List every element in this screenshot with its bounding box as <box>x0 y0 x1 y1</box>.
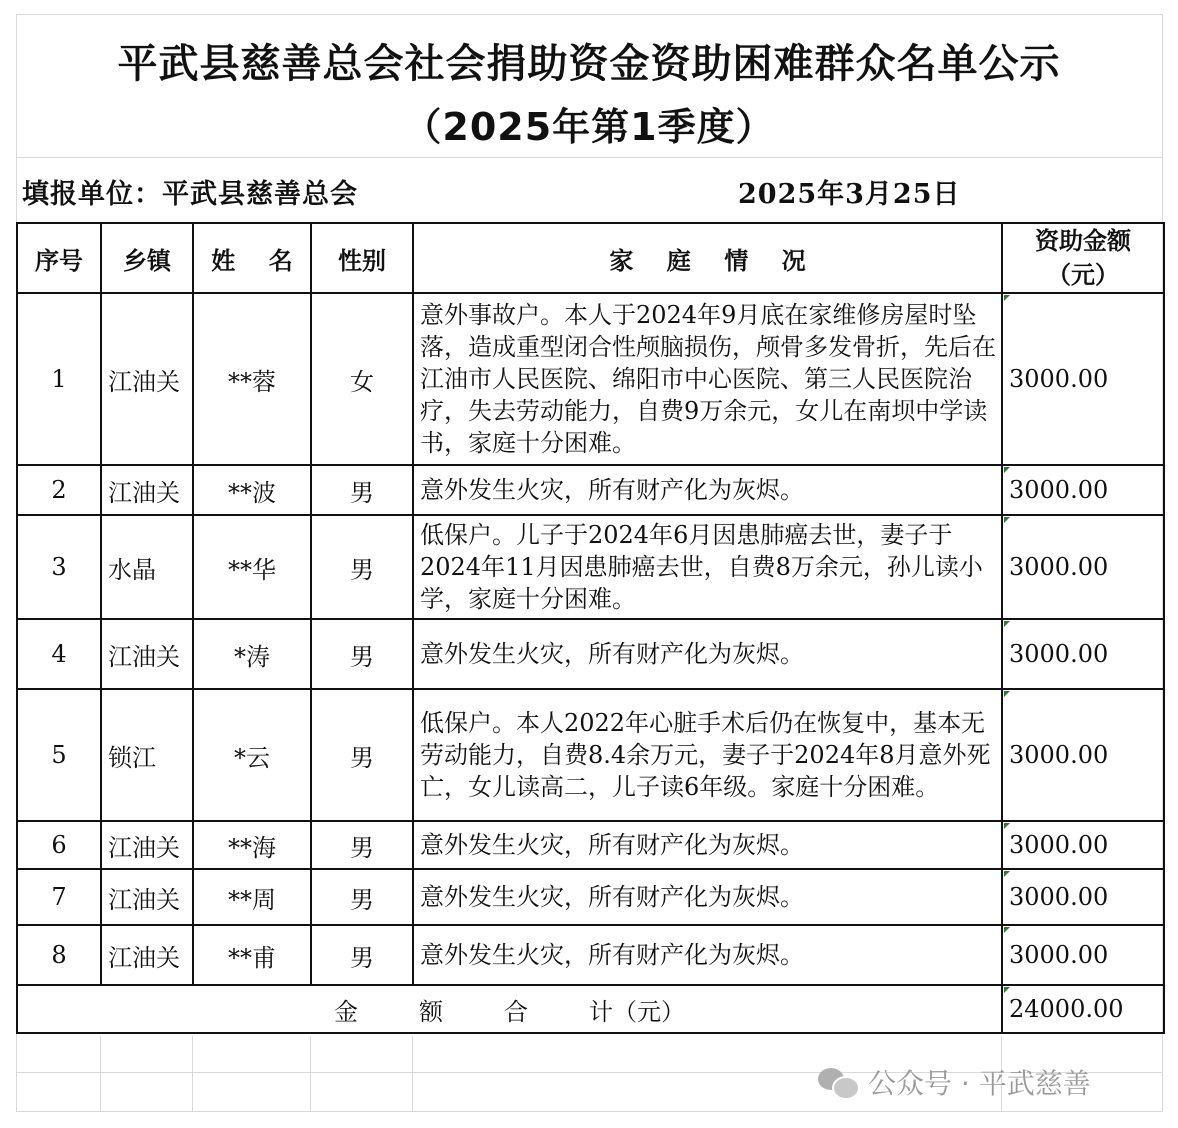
row-situation: 意外发生火灾，所有财产化为灰烬。 <box>413 619 1002 689</box>
row-situation: 意外发生火灾，所有财产化为灰烬。 <box>413 925 1002 985</box>
row-amount: 3000.00 <box>1002 293 1164 465</box>
row-amount: 3000.00 <box>1002 619 1164 689</box>
row-no: 6 <box>17 821 101 869</box>
row-town: 水晶 <box>101 515 193 619</box>
row-name: **华 <box>193 515 311 619</box>
wechat-icon <box>818 1066 858 1098</box>
row-town: 锁江 <box>101 689 193 821</box>
row-no: 7 <box>17 869 101 925</box>
header-gender: 性别 <box>311 223 413 293</box>
row-town: 江油关 <box>101 869 193 925</box>
row-situation: 意外发生火灾，所有财产化为灰烬。 <box>413 869 1002 925</box>
table-row <box>17 465 1164 515</box>
row-amount: 3000.00 <box>1002 821 1164 869</box>
report-date: 2025年3月25日 <box>738 179 961 210</box>
total-row <box>17 985 1164 1033</box>
row-name: **波 <box>193 465 311 515</box>
grid-line <box>16 14 1162 15</box>
row-no: 5 <box>17 689 101 821</box>
header-situation: 家 庭 情 况 <box>413 223 1002 293</box>
row-no: 3 <box>17 515 101 619</box>
row-situation: 意外发生火灾，所有财产化为灰烬。 <box>413 465 1002 515</box>
row-town: 江油关 <box>101 821 193 869</box>
table-row <box>17 925 1164 985</box>
table-row <box>17 869 1164 925</box>
header-no: 序号 <box>17 223 101 293</box>
row-name: *云 <box>193 689 311 821</box>
row-gender: 男 <box>311 689 413 821</box>
fill-unit-label: 填报单位：平武县慈善总会 <box>22 179 358 210</box>
row-situation: 意外发生火灾，所有财产化为灰烬。 <box>413 821 1002 869</box>
total-amount: 24000.00 <box>1002 985 1164 1033</box>
row-no: 2 <box>17 465 101 515</box>
row-gender: 男 <box>311 515 413 619</box>
row-town: 江油关 <box>101 465 193 515</box>
row-amount: 3000.00 <box>1002 515 1164 619</box>
recipient-table <box>16 222 1165 1034</box>
row-amount: 3000.00 <box>1002 925 1164 985</box>
grid-line <box>16 157 1162 158</box>
row-gender: 男 <box>311 925 413 985</box>
row-name: **周 <box>193 869 311 925</box>
row-no: 8 <box>17 925 101 985</box>
row-situation: 低保户。儿子于2024年6月因患肺癌去世，妻子于2024年11月因患肺癌去世，自费8万余元，孙儿读小学，家庭十分困难。 <box>413 515 1002 619</box>
row-town: 江油关 <box>101 619 193 689</box>
row-town: 江油关 <box>101 293 193 465</box>
row-gender: 男 <box>311 619 413 689</box>
document-title: 平武县慈善总会社会捐助资金资助困难群众名单公示 <box>117 41 1061 87</box>
table-row <box>17 689 1164 821</box>
header-amount <box>1002 223 1164 293</box>
row-name: **海 <box>193 821 311 869</box>
row-gender: 男 <box>311 821 413 869</box>
watermark-text: 公众号 · 平武慈善 <box>868 1067 1091 1100</box>
table-header-row <box>17 223 1164 293</box>
row-town: 江油关 <box>101 925 193 985</box>
row-no: 1 <box>17 293 101 465</box>
row-amount: 3000.00 <box>1002 869 1164 925</box>
grid-line <box>412 1036 413 1112</box>
row-situation: 意外事故户。本人于2024年9月底在家维修房屋时坠落，造成重型闭合性颅脑损伤，颅骨多发骨折，先后在江油市人民医院、绵阳市中心医院、第三人民医院治疗，失去劳动能力，自费9万余元，女儿在南坝中学读书，家庭十分困难。 <box>413 293 1002 465</box>
row-situation: 低保户。本人2022年心脏手术后仍在恢复中，基本无劳动能力，自费8.4余万元，妻子于2024年8月意外死亡，女儿读高二，儿子读6年级。家庭十分困难。 <box>413 689 1002 821</box>
grid-line <box>192 1036 193 1112</box>
total-label: 金 额 合 计（元） <box>17 985 1002 1033</box>
table-row <box>17 515 1164 619</box>
row-gender: 男 <box>311 869 413 925</box>
row-gender: 女 <box>311 293 413 465</box>
row-no: 4 <box>17 619 101 689</box>
grid-line <box>310 1036 311 1112</box>
table-row <box>17 821 1164 869</box>
table-row <box>17 293 1164 465</box>
header-town: 乡镇 <box>101 223 193 293</box>
watermark <box>818 1062 1091 1102</box>
header-amount-line1: 资助金额 <box>1035 226 1131 255</box>
grid-line <box>100 1036 101 1112</box>
document-subtitle: （2025年第1季度） <box>403 105 775 149</box>
header-amount-line2: （元） <box>1047 260 1119 289</box>
row-name: **蓉 <box>193 293 311 465</box>
row-amount: 3000.00 <box>1002 689 1164 821</box>
table-row <box>17 619 1164 689</box>
row-amount: 3000.00 <box>1002 465 1164 515</box>
grid-line <box>16 1111 1162 1112</box>
header-name: 姓 名 <box>193 223 311 293</box>
row-name: *涛 <box>193 619 311 689</box>
row-name: **甫 <box>193 925 311 985</box>
row-gender: 男 <box>311 465 413 515</box>
